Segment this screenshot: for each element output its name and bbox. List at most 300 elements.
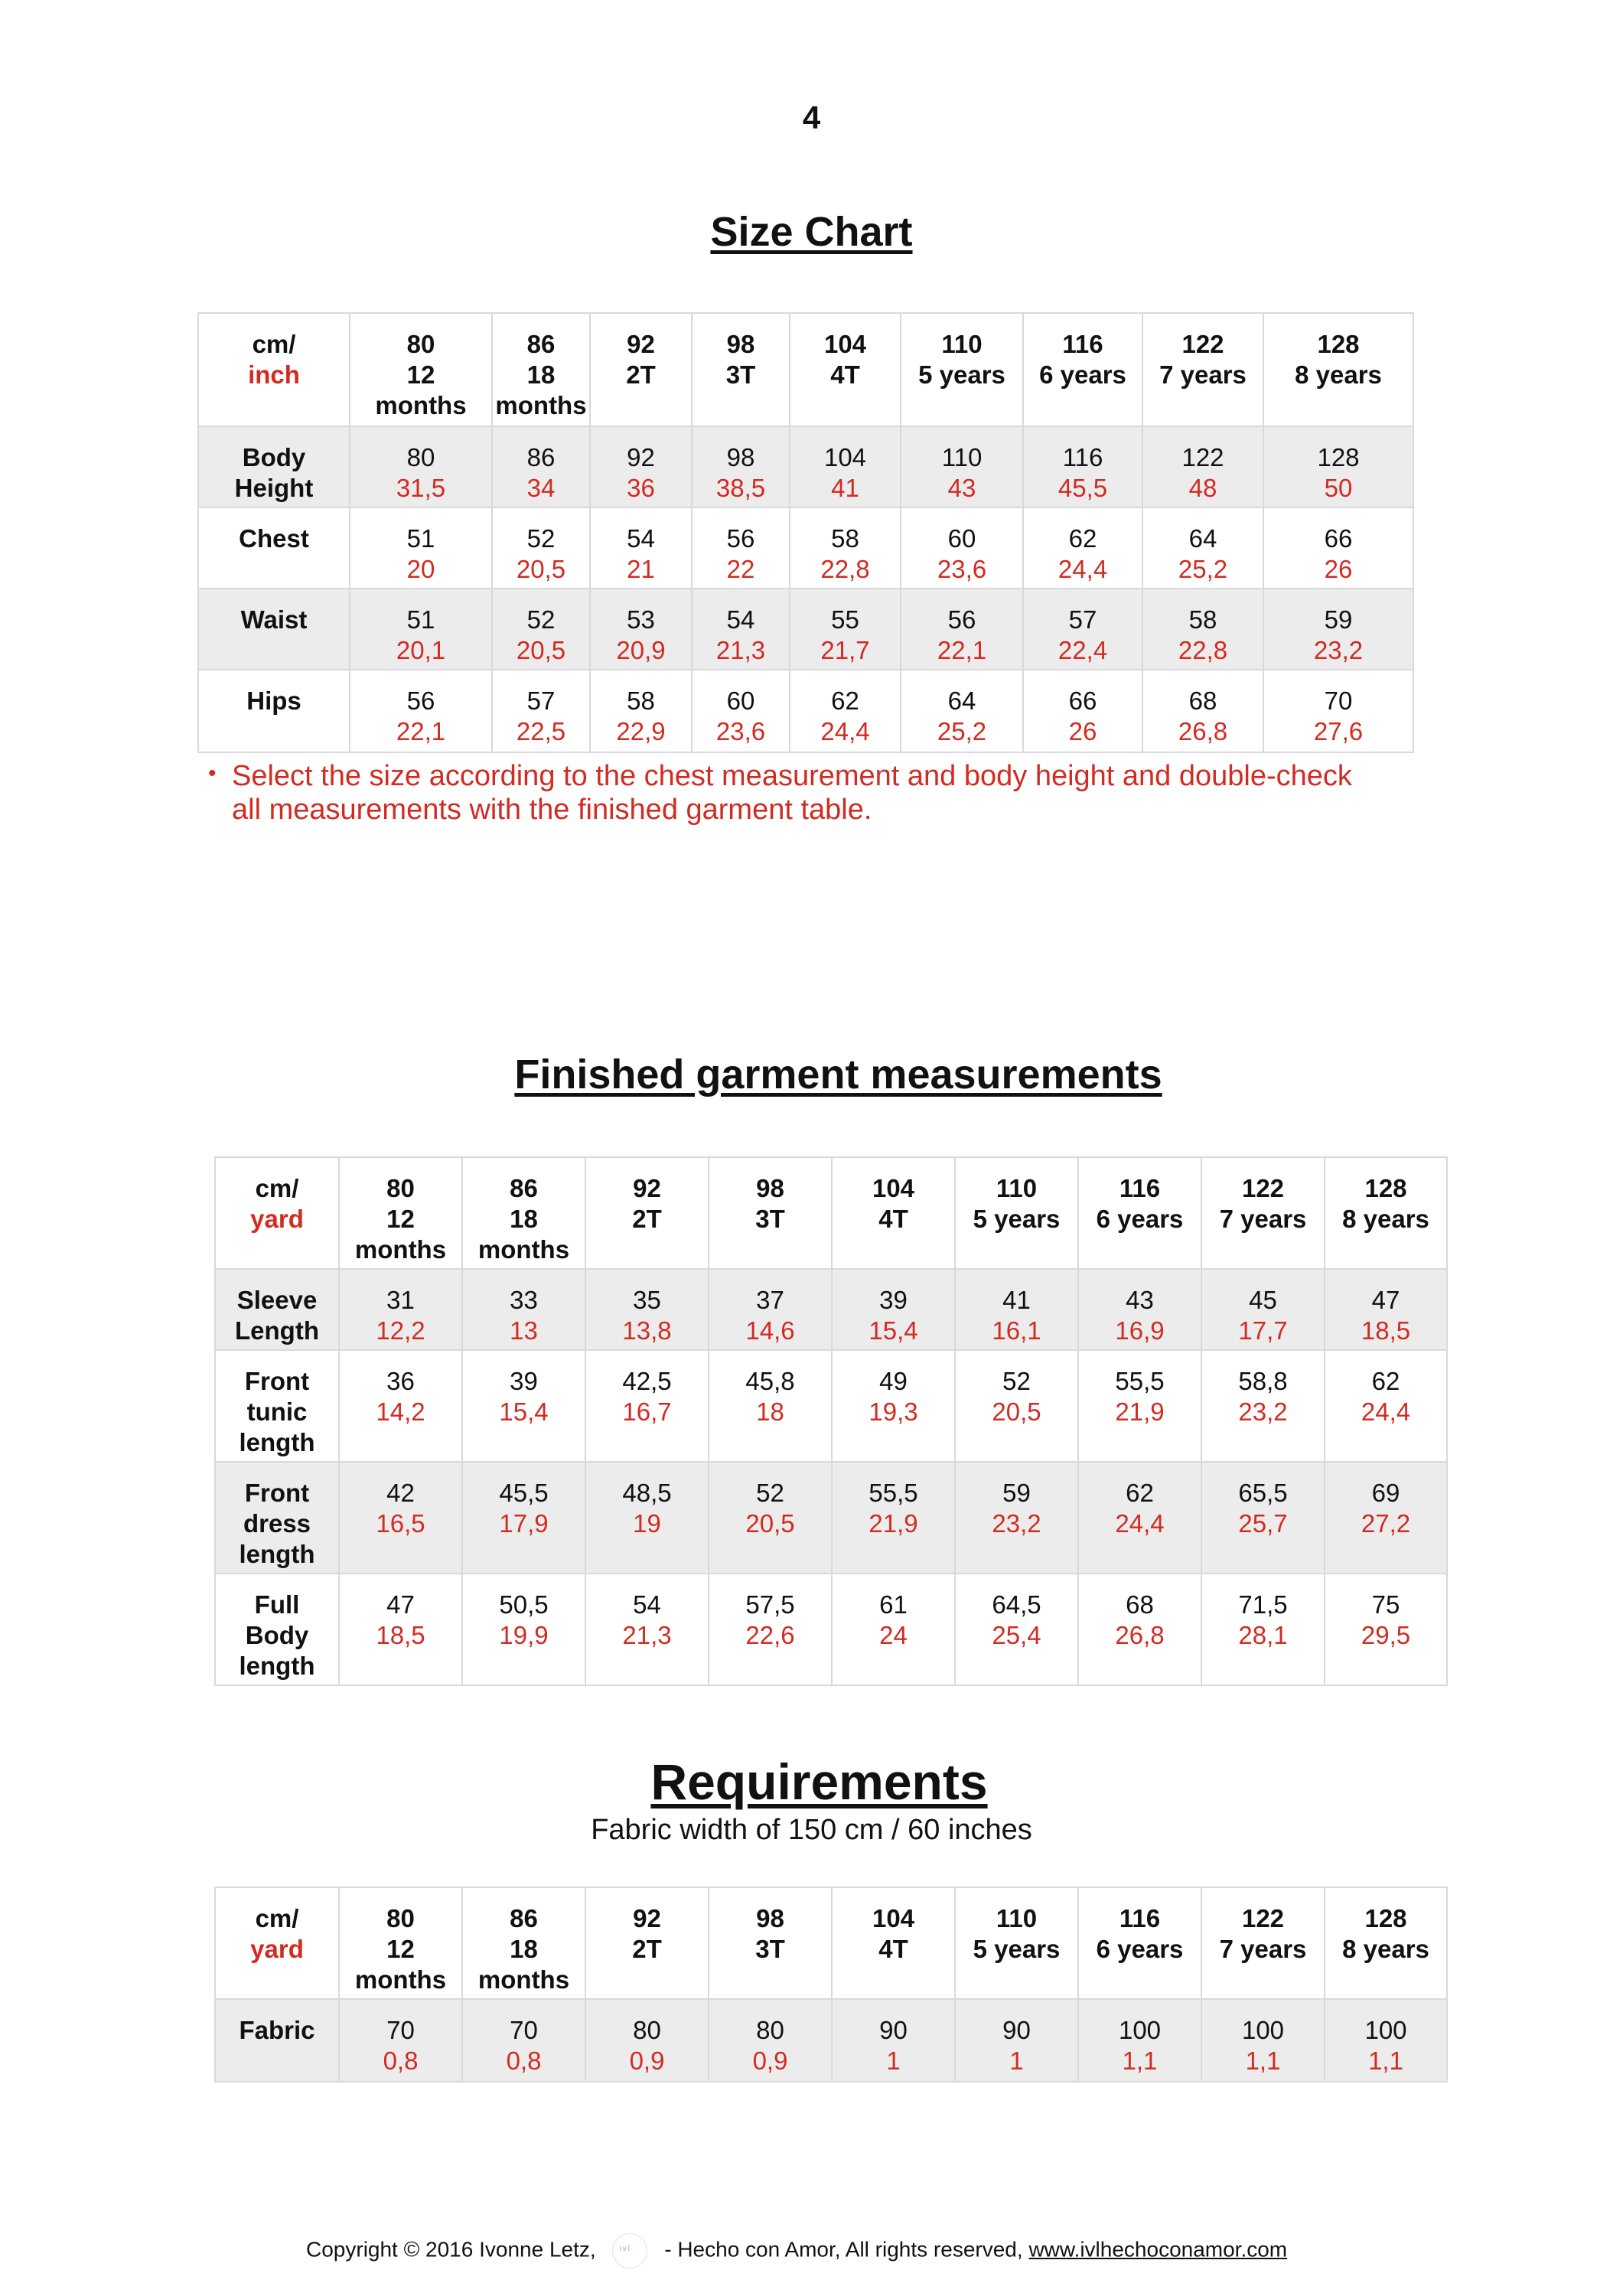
measurement-cell [1142, 589, 1263, 670]
size-header-line: 3T [725, 360, 756, 389]
measurement-cell [1325, 1462, 1447, 1574]
size-header-line: 86 [510, 1904, 538, 1932]
size-header-line: 128 [1364, 1904, 1407, 1932]
imperial-value: 20,5 [992, 1397, 1041, 1426]
measurement-cell [955, 1350, 1078, 1462]
cm-value: 49 [879, 1367, 908, 1395]
measurement-cell [1325, 1269, 1447, 1350]
requirements-title: Requirements [650, 1753, 988, 1810]
cm-value: 70 [1324, 687, 1353, 715]
size-header-line: 6 years [1096, 1205, 1184, 1233]
measurement-cell [1023, 507, 1142, 589]
size-column-header [1023, 313, 1142, 426]
cm-value: 52 [756, 1479, 784, 1507]
size-header-line: 18 [526, 360, 556, 389]
table-row [198, 507, 1413, 589]
imperial-value: 20 [406, 555, 435, 583]
imperial-value: 23,6 [937, 555, 987, 583]
finished-garment-table [214, 1156, 1448, 1686]
measurement-cell [692, 670, 790, 752]
cm-value: 80 [756, 2016, 784, 2044]
size-column-header [1325, 1157, 1447, 1269]
measurement-cell [1325, 1999, 1447, 2082]
table-row [215, 1462, 1447, 1574]
imperial-value: 21 [627, 555, 655, 583]
imperial-value: 19,3 [869, 1397, 918, 1426]
measurement-cell [462, 1462, 585, 1574]
size-column-header [1325, 1887, 1447, 1999]
size-header-line: months [477, 1235, 570, 1264]
size-header-line: 80 [386, 1904, 415, 1932]
size-header-line: 6 years [1096, 1935, 1184, 1963]
size-header-line: 18 [510, 1935, 538, 1963]
footer-copyright: Copyright © 2016 Ivonne Letz, [306, 2237, 596, 2262]
imperial-value: 21,9 [1115, 1397, 1165, 1426]
size-header-line: 8 years [1342, 1205, 1429, 1233]
imperial-value: 0,9 [752, 2047, 788, 2075]
measurement-cell [1201, 1999, 1325, 2082]
cm-value: 54 [726, 605, 755, 634]
imperial-value: 26 [1324, 555, 1353, 583]
size-header-line: 80 [386, 1174, 415, 1202]
cm-value: 33 [510, 1286, 538, 1314]
imperial-value: 20,5 [745, 1509, 795, 1538]
imperial-value: 23,2 [1238, 1397, 1288, 1426]
imperial-value: 0,8 [506, 2047, 542, 2075]
cm-value: 98 [726, 443, 755, 471]
cm-value: 70 [386, 2016, 415, 2044]
imperial-value: 20,5 [516, 555, 566, 583]
cm-value: 64 [1188, 524, 1217, 553]
measurement-cell [339, 1269, 462, 1350]
size-column-header [709, 1887, 832, 1999]
measurement-cell [1142, 670, 1263, 752]
unit-primary: cm/ [255, 1904, 299, 1932]
imperial-value: 38,5 [715, 474, 766, 502]
measurement-cell [339, 1462, 462, 1574]
row-label-line: Hips [246, 687, 301, 715]
measurement-cell [1263, 426, 1413, 507]
unit-cell [215, 1157, 339, 1269]
row-label [198, 589, 350, 670]
cm-value: 55,5 [1115, 1367, 1165, 1395]
imperial-value: 16,1 [992, 1316, 1041, 1345]
size-header-line: 5 years [973, 1935, 1061, 1963]
cm-value: 57 [526, 687, 556, 715]
size-header-line: 18 [510, 1205, 538, 1233]
imperial-value: 24 [879, 1621, 908, 1649]
row-label [215, 1350, 339, 1462]
size-column-header [492, 313, 590, 426]
size-header-line: 116 [1119, 1904, 1161, 1932]
size-header-line: months [477, 1965, 570, 1994]
size-column-header [790, 313, 901, 426]
cm-value: 45,5 [499, 1479, 549, 1507]
cm-value: 42 [386, 1479, 415, 1507]
size-header-line: 92 [627, 330, 655, 358]
row-label-line: Fabric [239, 2016, 315, 2044]
requirements-subtitle: Fabric width of 150 cm / 60 inches [591, 1814, 1032, 1846]
size-header-line: 122 [1181, 330, 1224, 358]
header-row [198, 313, 1413, 426]
table-row [215, 1999, 1447, 2082]
measurement-cell [492, 426, 590, 507]
size-header-line: 80 [406, 330, 435, 358]
imperial-value: 31,5 [396, 474, 446, 502]
imperial-value: 20,5 [516, 636, 566, 664]
cm-value: 128 [1317, 443, 1360, 471]
imperial-value: 21,3 [715, 636, 766, 664]
size-header-line: 5 years [918, 360, 1005, 389]
cm-value: 86 [526, 443, 556, 471]
imperial-value: 36 [627, 474, 655, 502]
footer [306, 2233, 1287, 2268]
size-column-header [462, 1157, 585, 1269]
cm-value: 57 [1068, 605, 1097, 634]
imperial-value: 22,1 [937, 636, 987, 664]
size-header-line: 110 [996, 1174, 1038, 1202]
size-header-line: 104 [872, 1904, 915, 1932]
imperial-value: 0,9 [629, 2047, 665, 2075]
imperial-value: 16,5 [376, 1509, 425, 1538]
measurement-cell [1201, 1350, 1325, 1462]
measurement-cell [1078, 1350, 1201, 1462]
imperial-value: 22,8 [1178, 636, 1228, 664]
size-column-header [901, 313, 1023, 426]
imperial-value: 19 [633, 1509, 661, 1538]
measurement-cell [339, 1574, 462, 1685]
measurement-cell [1263, 507, 1413, 589]
cm-value: 62 [1126, 1479, 1154, 1507]
measurement-cell [1078, 1999, 1201, 2082]
row-label-line: Front [244, 1479, 310, 1507]
imperial-value: 34 [526, 474, 556, 502]
size-header-line: 92 [633, 1174, 661, 1202]
size-header-line: 2T [632, 1205, 662, 1233]
imperial-value: 1,1 [1122, 2047, 1158, 2075]
imperial-value: 17,7 [1238, 1316, 1288, 1345]
measurement-cell [1078, 1462, 1201, 1574]
cm-value: 58,8 [1238, 1367, 1288, 1395]
measurement-cell [350, 589, 492, 670]
size-header-line: 98 [726, 330, 755, 358]
measurement-cell [790, 426, 901, 507]
measurement-cell [585, 1269, 709, 1350]
cm-value: 52 [526, 605, 556, 634]
row-label [215, 1269, 339, 1350]
size-header-line: 7 years [1219, 1935, 1307, 1963]
imperial-value: 22,4 [1058, 636, 1108, 664]
cm-value: 58 [1188, 605, 1217, 634]
imperial-value: 41 [831, 474, 859, 502]
size-note: Select the size according to the chest measurement and body height and double-check all measurements with the finished garment table. [232, 760, 1352, 826]
size-header-line: 104 [823, 330, 867, 358]
imperial-value: 22,8 [820, 555, 870, 583]
measurement-cell [350, 670, 492, 752]
cm-value: 55 [831, 605, 859, 634]
imperial-value: 1 [1009, 2047, 1024, 2075]
cm-value: 51 [406, 524, 435, 553]
imperial-value: 24,4 [820, 717, 870, 745]
measurement-cell [1201, 1269, 1325, 1350]
cm-value: 59 [1002, 1479, 1031, 1507]
row-label [215, 1574, 339, 1685]
imperial-value: 21,7 [820, 636, 870, 664]
unit-cell [198, 313, 350, 426]
size-header-line: 116 [1062, 330, 1103, 358]
row-label [215, 1462, 339, 1574]
cm-value: 50,5 [499, 1590, 549, 1619]
size-column-header [585, 1887, 709, 1999]
row-label-line: length [239, 1428, 315, 1456]
imperial-value: 17,9 [499, 1509, 549, 1538]
measurement-cell [590, 670, 692, 752]
cm-value: 31 [386, 1286, 415, 1314]
measurement-cell [585, 1999, 709, 2082]
size-header-line: 92 [633, 1904, 661, 1932]
brand-logo-icon: ivl [612, 2233, 647, 2268]
imperial-value: 26 [1068, 717, 1097, 745]
cm-value: 69 [1371, 1479, 1400, 1507]
size-header-line: 98 [756, 1174, 784, 1202]
imperial-value: 45,5 [1058, 474, 1108, 502]
measurement-cell [901, 589, 1023, 670]
unit-primary: cm/ [252, 330, 296, 358]
footer-rights: - Hecho con Amor, All rights reserved, [664, 2237, 1023, 2262]
measurement-cell [350, 426, 492, 507]
size-header-line: 98 [756, 1904, 784, 1932]
measurement-cell [901, 426, 1023, 507]
imperial-value: 48 [1188, 474, 1217, 502]
size-header-line: 128 [1364, 1174, 1407, 1202]
size-header-line: 86 [526, 330, 556, 358]
measurement-cell [692, 589, 790, 670]
cm-value: 58 [627, 687, 655, 715]
imperial-value: 18,5 [376, 1621, 425, 1649]
size-chart-table [197, 312, 1414, 753]
cm-value: 92 [627, 443, 655, 471]
size-header-line: 4T [878, 1935, 908, 1963]
cm-value: 68 [1188, 687, 1217, 715]
imperial-value: 29,5 [1361, 1621, 1411, 1649]
imperial-value: 0,8 [383, 2047, 419, 2075]
imperial-value: 25,7 [1238, 1509, 1288, 1538]
cm-value: 42,5 [622, 1367, 672, 1395]
unit-secondary: yard [250, 1205, 304, 1233]
size-header-line: 116 [1119, 1174, 1161, 1202]
cm-value: 39 [879, 1286, 908, 1314]
size-column-header [1078, 1887, 1201, 1999]
size-column-header [1201, 1887, 1325, 1999]
imperial-value: 15,4 [869, 1316, 918, 1345]
measurement-cell [590, 589, 692, 670]
cm-value: 75 [1371, 1590, 1400, 1619]
imperial-value: 19,9 [499, 1621, 549, 1649]
measurement-cell [492, 670, 590, 752]
size-column-header [1263, 313, 1413, 426]
imperial-value: 23,2 [992, 1509, 1041, 1538]
cm-value: 64 [947, 687, 976, 715]
size-column-header [955, 1157, 1078, 1269]
cm-value: 68 [1126, 1590, 1154, 1619]
size-column-header [1201, 1157, 1325, 1269]
cm-value: 56 [726, 524, 755, 553]
size-header-line: 122 [1241, 1904, 1285, 1932]
imperial-value: 26,8 [1178, 717, 1228, 745]
cm-value: 62 [1371, 1367, 1400, 1395]
size-header-line: 128 [1317, 330, 1360, 358]
cm-value: 100 [1364, 2016, 1407, 2044]
cm-value: 90 [879, 2016, 908, 2044]
measurement-cell [1078, 1574, 1201, 1685]
table-row [215, 1350, 1447, 1462]
row-label-line: length [239, 1652, 315, 1680]
imperial-value: 1 [886, 2047, 901, 2075]
size-chart-title: Size Chart [710, 209, 913, 255]
imperial-value: 18,5 [1361, 1316, 1411, 1345]
imperial-value: 25,2 [1178, 555, 1228, 583]
cm-value: 59 [1324, 605, 1353, 634]
cm-value: 122 [1181, 443, 1224, 471]
imperial-value: 21,9 [869, 1509, 918, 1538]
cm-value: 52 [526, 524, 556, 553]
imperial-value: 24,4 [1058, 555, 1108, 583]
cm-value: 65,5 [1238, 1479, 1288, 1507]
measurement-cell [590, 507, 692, 589]
imperial-value: 24,4 [1115, 1509, 1165, 1538]
row-label-line: Body [242, 443, 306, 471]
row-label-line: Waist [240, 605, 308, 634]
imperial-value: 1,1 [1368, 2047, 1403, 2075]
row-label [198, 426, 350, 507]
cm-value: 56 [947, 605, 976, 634]
cm-value: 66 [1324, 524, 1353, 553]
cm-value: 45,8 [745, 1367, 795, 1395]
measurement-cell [1142, 507, 1263, 589]
imperial-value: 28,1 [1238, 1621, 1288, 1649]
cm-value: 41 [1002, 1286, 1031, 1314]
imperial-value: 43 [947, 474, 976, 502]
imperial-value: 24,4 [1361, 1397, 1411, 1426]
imperial-value: 16,9 [1115, 1316, 1165, 1345]
table-row [215, 1574, 1447, 1685]
measurement-cell [462, 1350, 585, 1462]
measurement-cell [1023, 589, 1142, 670]
size-column-header [339, 1887, 462, 1999]
cm-value: 66 [1068, 687, 1097, 715]
measurement-cell [692, 507, 790, 589]
imperial-value: 18 [756, 1397, 784, 1426]
header-row [215, 1157, 1447, 1269]
cm-value: 55,5 [869, 1479, 918, 1507]
cm-value: 39 [510, 1367, 538, 1395]
cm-value: 47 [386, 1590, 415, 1619]
size-header-line: 4T [830, 360, 860, 389]
table-row [198, 670, 1413, 752]
size-header-line: 86 [510, 1174, 538, 1202]
size-column-header [585, 1157, 709, 1269]
cm-value: 62 [831, 687, 859, 715]
imperial-value: 22 [726, 555, 755, 583]
size-header-line: 8 years [1342, 1935, 1429, 1963]
size-header-line: 12 [406, 360, 435, 389]
size-column-header [709, 1157, 832, 1269]
size-column-header [692, 313, 790, 426]
cm-value: 58 [831, 524, 859, 553]
measurement-cell [1078, 1269, 1201, 1350]
size-column-header [832, 1157, 955, 1269]
imperial-value: 21,3 [622, 1621, 672, 1649]
cm-value: 52 [1002, 1367, 1031, 1395]
size-header-line: 8 years [1295, 360, 1382, 389]
measurement-cell [1201, 1462, 1325, 1574]
cm-value: 116 [1062, 443, 1103, 471]
table-row [198, 589, 1413, 670]
size-column-header [1142, 313, 1263, 426]
cm-value: 54 [633, 1590, 661, 1619]
imperial-value: 27,6 [1313, 717, 1364, 745]
measurement-cell [955, 1999, 1078, 2082]
measurement-cell [832, 1574, 955, 1685]
measurement-cell [339, 1350, 462, 1462]
row-label [198, 507, 350, 589]
cm-value: 80 [633, 2016, 661, 2044]
measurement-cell [832, 1350, 955, 1462]
measurement-cell [790, 507, 901, 589]
measurement-cell [1263, 589, 1413, 670]
measurement-cell [590, 426, 692, 507]
cm-value: 62 [1068, 524, 1097, 553]
size-header-line: 4T [878, 1205, 908, 1233]
measurement-cell [1201, 1574, 1325, 1685]
row-label [198, 670, 350, 752]
measurement-cell [492, 589, 590, 670]
cm-value: 43 [1126, 1286, 1154, 1314]
cm-value: 54 [627, 524, 655, 553]
measurement-cell [709, 1574, 832, 1685]
measurement-cell [709, 1999, 832, 2082]
measurement-cell [462, 1999, 585, 2082]
size-header-line: 104 [872, 1174, 915, 1202]
website-link[interactable]: www.ivlhechoconamor.com [1028, 2237, 1288, 2262]
imperial-value: 20,9 [616, 636, 666, 664]
imperial-value: 22,9 [616, 717, 666, 745]
imperial-value: 22,5 [516, 717, 566, 745]
measurement-cell [709, 1350, 832, 1462]
row-label-line: Sleeve [236, 1286, 318, 1314]
measurement-cell [790, 589, 901, 670]
table-row [215, 1269, 1447, 1350]
size-header-line: 3T [755, 1935, 785, 1963]
measurement-cell [1325, 1574, 1447, 1685]
cm-value: 53 [627, 605, 655, 634]
size-header-line: 2T [632, 1935, 662, 1963]
cm-value: 60 [947, 524, 976, 553]
imperial-value: 13,8 [622, 1316, 672, 1345]
cm-value: 100 [1118, 2016, 1162, 2044]
imperial-value: 22,6 [745, 1621, 795, 1649]
cm-value: 57,5 [745, 1590, 795, 1619]
unit-primary: cm/ [255, 1174, 299, 1202]
measurement-cell [1325, 1350, 1447, 1462]
size-column-header [832, 1887, 955, 1999]
cm-value: 47 [1371, 1286, 1400, 1314]
imperial-value: 16,7 [622, 1397, 672, 1426]
size-header-line: 110 [996, 1904, 1038, 1932]
size-header-line: 6 years [1039, 360, 1126, 389]
measurement-cell [492, 507, 590, 589]
measurement-cell [955, 1269, 1078, 1350]
